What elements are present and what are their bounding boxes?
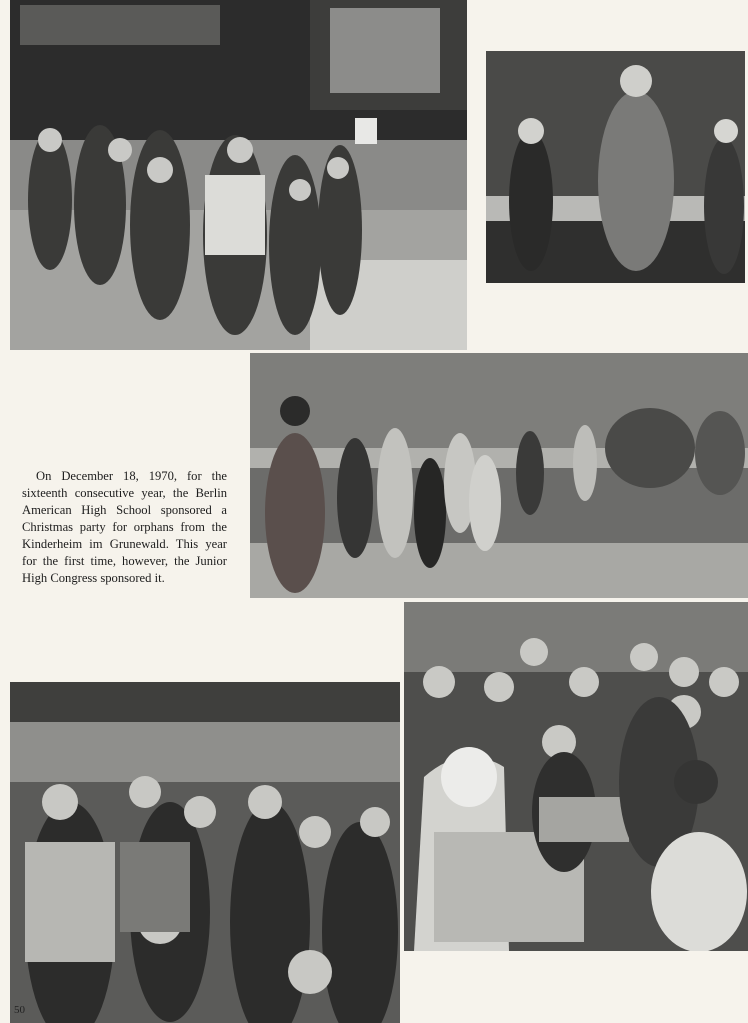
page-number: 50 <box>14 1004 25 1016</box>
photo-gift-giving <box>404 602 748 951</box>
photo-crowd-in-hall <box>10 682 400 1023</box>
article-caption: On December 18, 1970, for the sixteenth consecutive year, the Berlin American High School sponsored a Christmas party for orphans from the Kinderheim im Grunewald. This year for the first time, however, the Junior High Congress sponsored it. <box>22 468 227 585</box>
photo-woman-with-children <box>486 51 745 283</box>
photo-children-at-bus <box>10 0 467 350</box>
photo-group-walking <box>250 353 748 598</box>
